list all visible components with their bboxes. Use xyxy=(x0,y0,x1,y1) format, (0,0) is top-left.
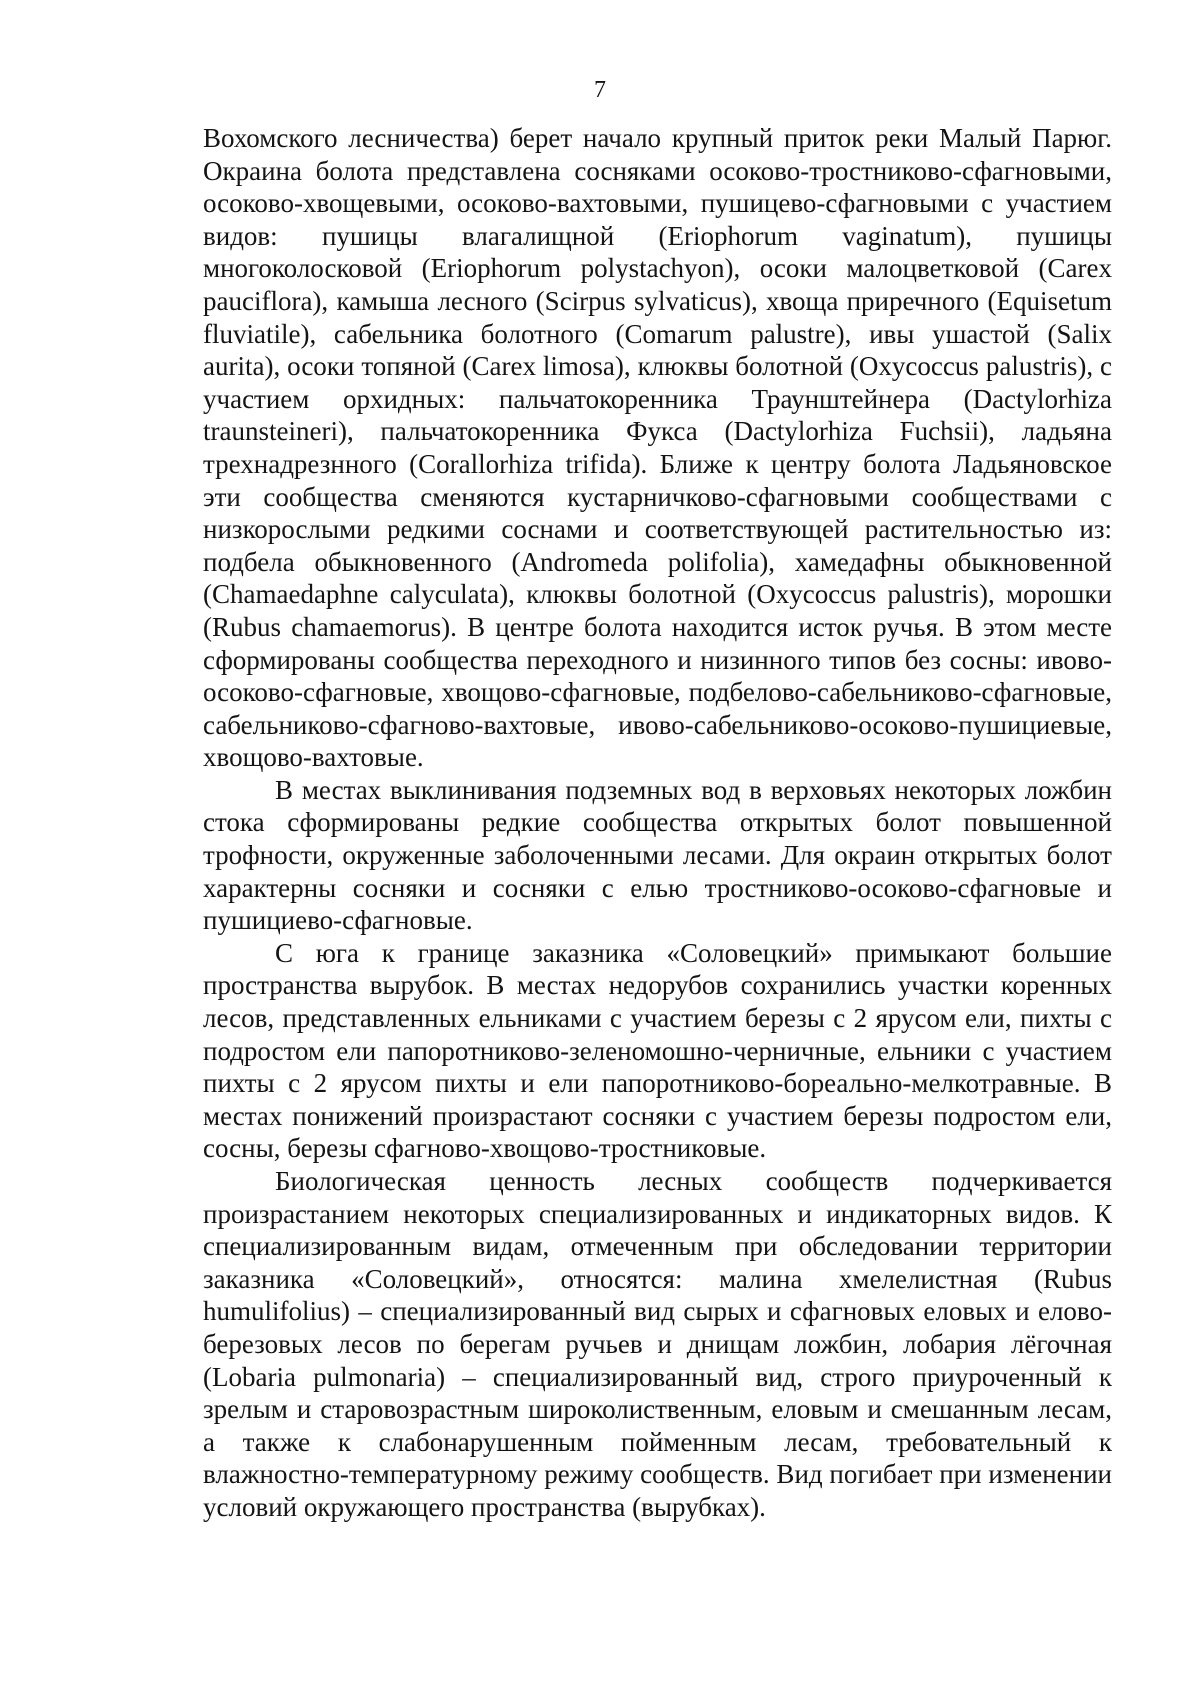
paragraph: В местах выклинивания подземных вод в верховьях некоторых ложбин стока сформированы редкие сообщества открытых болот повышенной трофности, окруженные заболоченными лесами. Для окраин открытых болот характерны сосняки и сосняки с елью тростниково-осоково-сфагновые и пушициево-сфагновые. xyxy=(203,774,1112,936)
body-text xyxy=(203,122,1112,1524)
paragraph: Биологическая ценность лесных сообществ подчеркивается произрастанием некоторых специализированных и индикаторных видов. К специализированным видам, отмеченным при обследовании территории заказника «Соловецкий», относятся: малина хмелелистная (Rubus humulifolius) – специализированный вид сырых и сфагновых еловых и елово-березовых лесов по берегам ручьев и днищам ложбин, лобария лёгочная (Lobaria pulmonaria) – специализированный вид, строго приуроченный к зрелым и старовозрастным широколиственным, еловым и смешанным лесам, а также к слабонарушенным пойменным лесам, требовательный к влажностно-температурному режиму сообществ. Вид погибает при изменении условий окружающего пространства (вырубках). xyxy=(203,1166,1112,1522)
page-number: 7 xyxy=(594,77,606,103)
paragraph: С юга к границе заказника «Соловецкий» примыкают большие пространства вырубок. В местах недорубов сохранились участки коренных лесов, представленных ельниками с участием березы с 2 ярусом ели, пихты с подростом ели папоротниково-зеленомошно-черничные, ельники с участием пихты с 2 ярусом пихты и ели папоротниково-бореально-мелкотравные. В местах понижений произрастают сосняки с участием березы подростом ели, сосны, березы сфагново-хвощово-тростниковые. xyxy=(203,937,1112,1164)
paragraph: Вохомского лесничества) берет начало крупный приток реки Малый Парюг. Окраина болота представлена сосняками осоково-тростниково-сфагновыми, осоково-хвощевыми, осоково-вахтовыми, пушицево-сфагновыми с участием видов: пушицы влагалищной (Eriophorum vaginatum), пушицы многоколосковой (Eriophorum polystachyon), осоки малоцветковой (Carex pauciflora), камыша лесного (Scirpus sylvaticus), хвоща приречного (Equisetum fluviatile), сабельника болотного (Comarum palustre), ивы ушастой (Salix aurita), осоки топяной (Carex limosa), клюквы болотной (Oxycoccus palustris), с участием орхидных: пальчатокоренника Траунштейнера (Dactylorhiza traunsteineri), пальчатокоренника Фукса (Dactylorhiza Fuchsii), ладьяна трехнадрезнного (Corallorhiza trifida). Ближе к центру болота Ладьяновское эти сообщества сменяются кустарничково-сфагновыми сообществами с низкорослыми редкими соснами и соответствующей растительностью из: подбела обыкновенного (Andromeda polifolia), хамедафны обыкновенной (Chamaedaphne calyculata), клюквы болотной (Oxycoccus palustris), морошки (Rubus chamaemorus). В центре болота находится исток ручья. В этом месте сформированы сообщества переходного и низинного типов без сосны: ивово-осоково-сфагновые, хвощово-сфагновые, подбелово-сабельниково-сфагновые, сабельниково-сфагново-вахтовые, ивово-сабельниково-осоково-пушициевые, хвощово-вахтовые. xyxy=(203,123,1112,773)
